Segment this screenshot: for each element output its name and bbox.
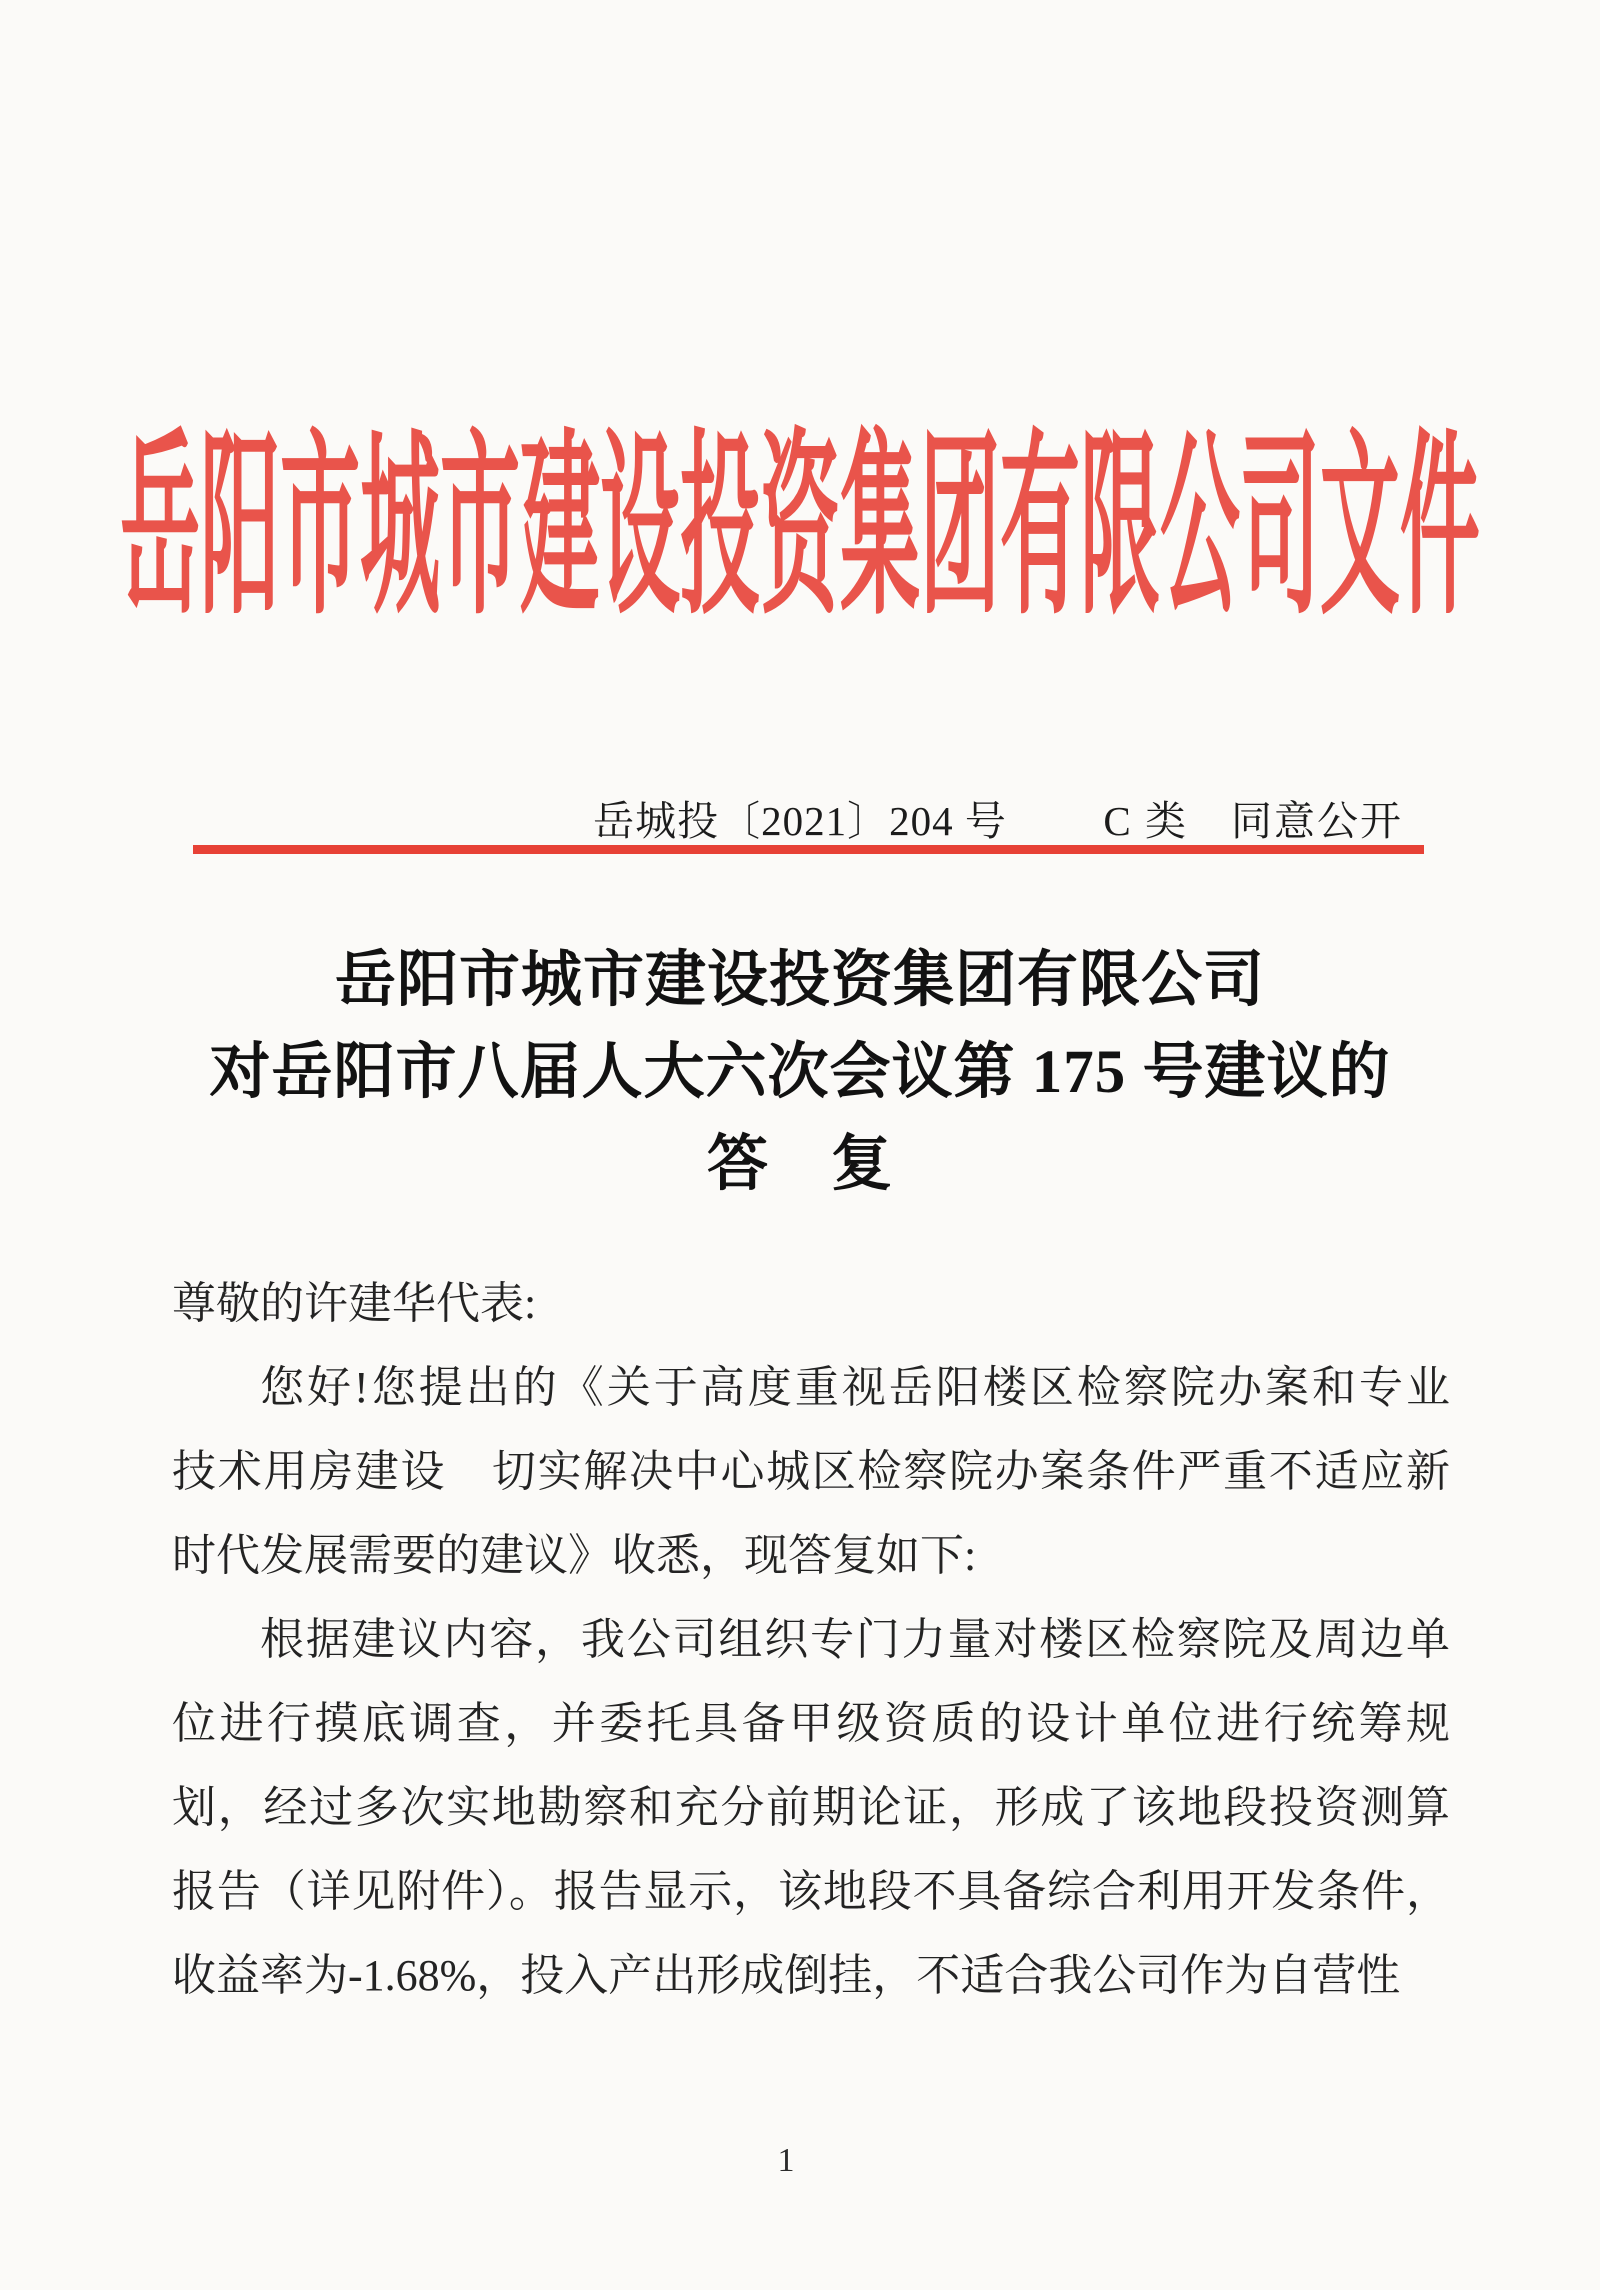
body-text-line: 技术用房建设 切实解决中心城区检察院办案条件严重不适应新 [172,1447,1450,1496]
header-banner [0,418,1600,638]
body-text-line: 尊敬的许建华代表: [172,1279,537,1328]
doc-number: 岳城投〔2021〕204 号 [593,798,1007,844]
body-text-line: 时代发展需要的建议》收悉，现答复如下: [172,1531,977,1580]
body-text-line: 划，经过多次实地勘察和充分前期论证，形成了该地段投资测算 [172,1783,1450,1832]
body-text-line: 位进行摸底调查，并委托具备甲级资质的设计单位进行统筹规 [172,1699,1450,1748]
body-text-line: 报告（详见附件）。报告显示，该地段不具备综合利用开发条件， [172,1867,1450,1916]
document-title-line: 岳阳市城市建设投资集团有限公司 [334,947,1265,1014]
classification-label: C 类 同意公开 [1103,798,1403,844]
body-text-line: 收益率为-1.68%，投入产出形成倒挂，不适合我公司作为自营性 [172,1951,1401,2000]
red-divider-line [193,845,1424,854]
document-title [0,935,1600,1211]
body-text-line: 根据建议内容，我公司组织专门力量对楼区检察院及周边单 [260,1615,1450,1664]
header-banner-text: 岳阳市城市建设投资集团有限公司文件 [120,417,1480,639]
document-title-line: 对岳阳市八届人大六次会议第 175 号建议的 [209,1039,1391,1106]
document-title-line: 答 复 [706,1131,893,1198]
page-number: 1 [777,2142,795,2179]
doc-number-row [0,788,1600,844]
document-body [172,1262,1450,2018]
body-text-line: 您好!您提出的《关于高度重视岳阳楼区检察院办案和专业 [260,1363,1450,1412]
